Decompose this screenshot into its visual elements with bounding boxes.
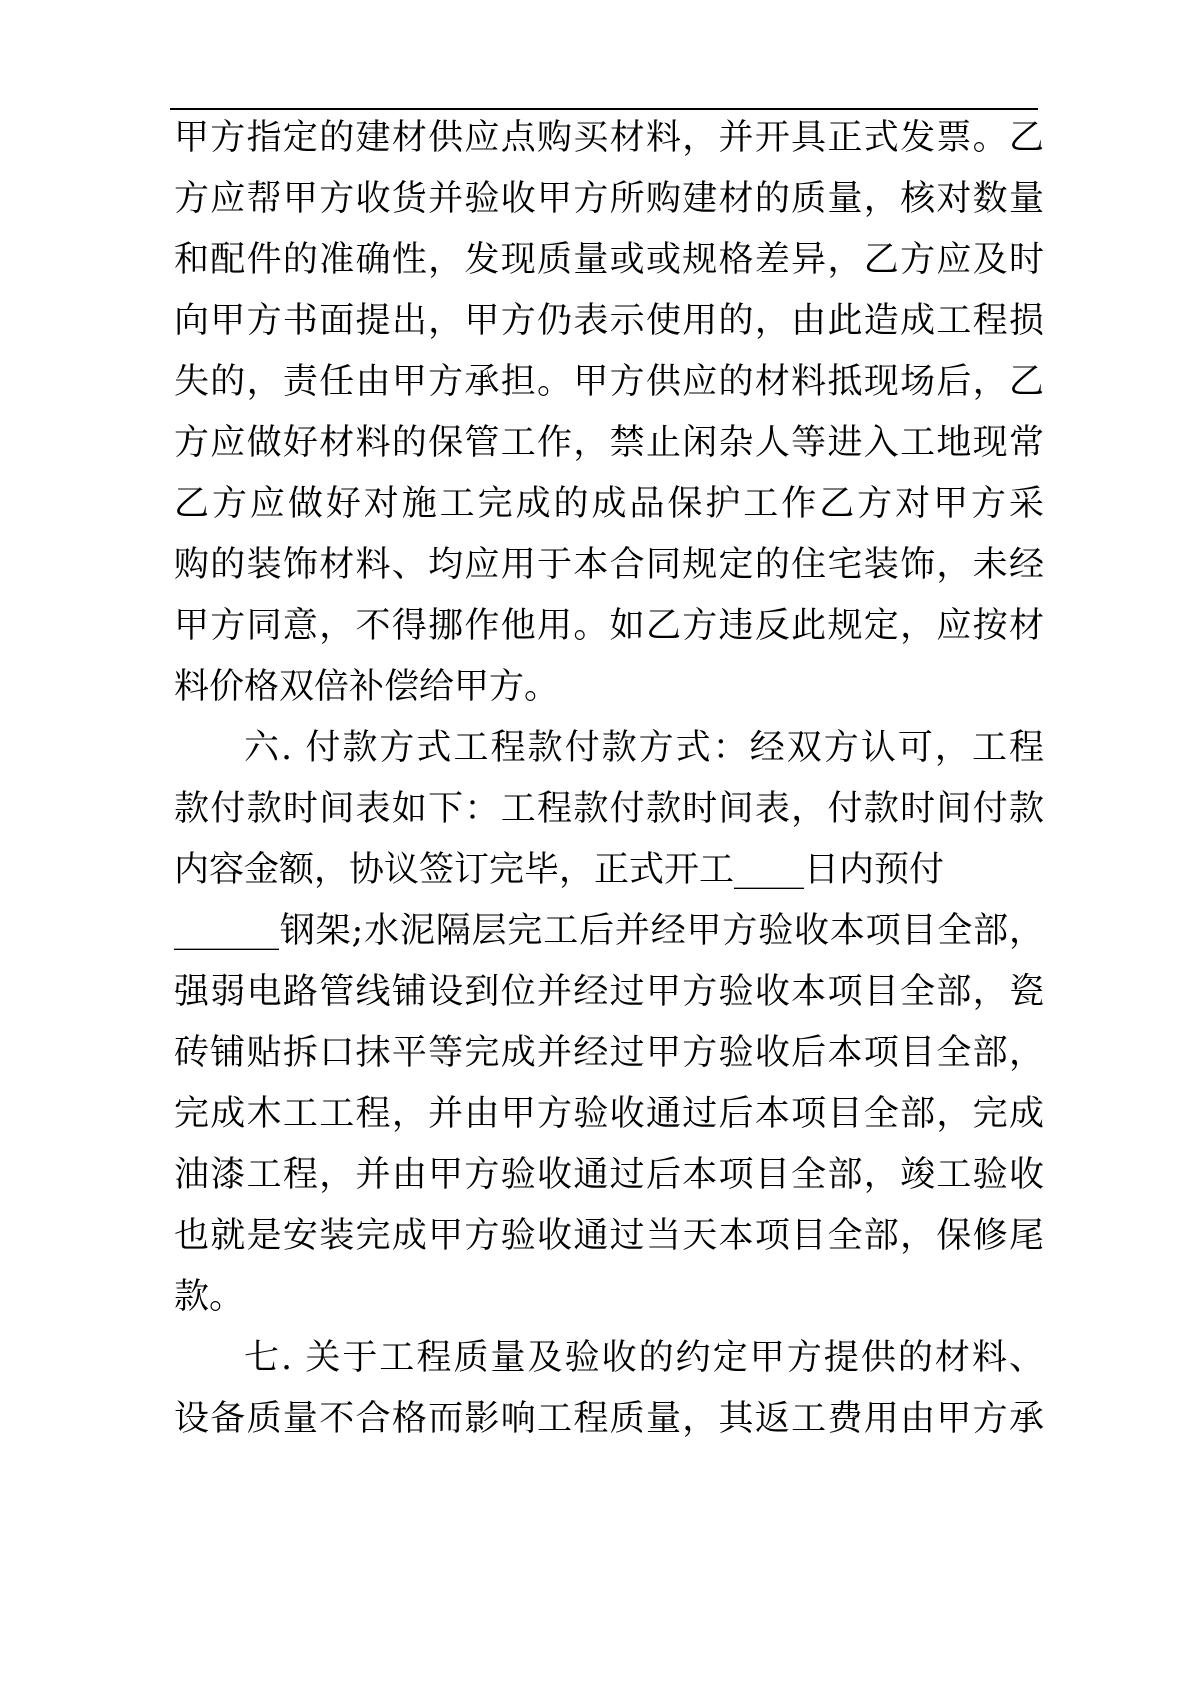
text-line: 也就是安装完成甲方验收通过当天本项目全部，保修尾 [174, 1216, 1044, 1256]
text-line: 甲方指定的建材供应点购买材料，并开具正式发票。乙 [174, 118, 1044, 158]
text-line: 款。 [174, 1277, 245, 1317]
text-line: 设备质量不合格而影响工程质量，其返工费用由甲方承 [174, 1399, 1044, 1439]
text-line: 和配件的准确性，发现质量或或规格差异，乙方应及时 [174, 240, 1044, 280]
text-line: 强弱电路管线铺设到位并经过甲方验收本项目全部，瓷 [174, 972, 1044, 1012]
section-heading-six: 六. 付款方式工程款付款方式：经双方认可，工程 [244, 728, 1044, 768]
text-line: 款付款时间表如下：工程款付款时间表，付款时间付款 [174, 789, 1044, 829]
section-heading-seven: 七. 关于工程质量及验收的约定甲方提供的材料、 [244, 1338, 1044, 1378]
text-line: 甲方同意，不得挪作他用。如乙方违反此规定，应按材 [174, 606, 1044, 646]
text-line: ______钢架;水泥隔层完工后并经甲方验收本项目全部， [174, 911, 1044, 951]
text-line: 购的装饰材料、均应用于本合同规定的住宅装饰，未经 [174, 545, 1044, 585]
text-line: 内容金额，协议签订完毕，正式开工____日内预付 [174, 850, 945, 890]
text-line: 方应做好材料的保管工作，禁止闲杂人等进入工地现常 [174, 423, 1044, 463]
text-line: 失的，责任由甲方承担。甲方供应的材料抵现场后，乙 [174, 362, 1044, 402]
text-line: 完成木工工程，并由甲方验收通过后本项目全部，完成 [174, 1094, 1044, 1134]
text-line: 乙方应做好对施工完成的成品保护工作乙方对甲方采 [174, 484, 1044, 524]
text-line: 方应帮甲方收货并验收甲方所购建材的质量，核对数量 [174, 179, 1044, 219]
text-line: 砖铺贴拆口抹平等完成并经过甲方验收后本项目全部， [174, 1033, 1044, 1073]
text-line: 向甲方书面提出，甲方仍表示使用的，由此造成工程损 [174, 301, 1044, 341]
text-line: 料价格双倍补偿给甲方。 [174, 667, 560, 707]
text-line: 油漆工程，并由甲方验收通过后本项目全部，竣工验收 [174, 1155, 1044, 1195]
